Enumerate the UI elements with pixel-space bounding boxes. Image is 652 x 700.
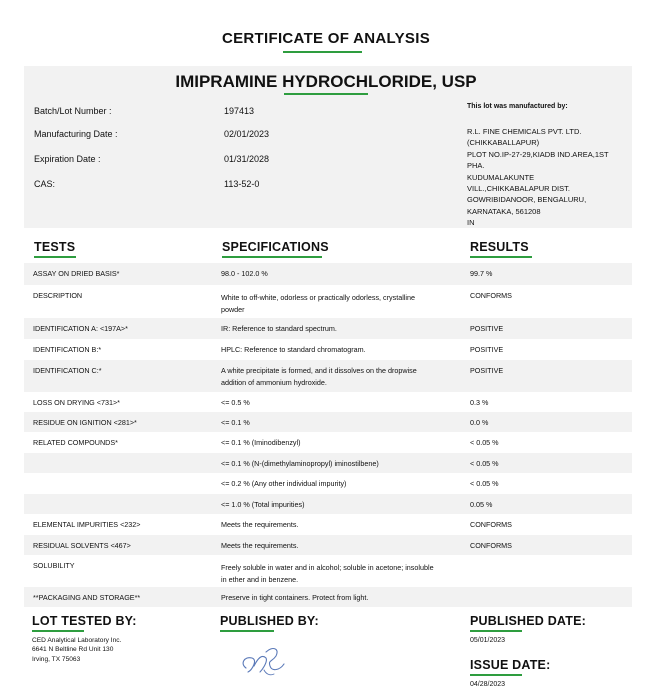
issue-date-value: 04/28/2023: [470, 681, 506, 688]
issue-date-heading: ISSUE DATE:: [470, 658, 551, 672]
test-specification: <= 0.5 %: [221, 398, 250, 407]
test-result: 0.3 %: [470, 398, 489, 407]
table-row: [24, 318, 632, 339]
title-underline: [283, 51, 362, 53]
published-by-underline: [220, 630, 274, 632]
test-result: POSITIVE: [470, 324, 504, 333]
test-name: DESCRIPTION: [33, 291, 83, 300]
manufacturer-heading: This lot was manufactured by:: [467, 103, 568, 110]
test-result: CONFORMS: [470, 291, 512, 300]
manufacturing-date-label: Manufacturing Date :: [34, 129, 118, 139]
published-date-value: 05/01/2023: [470, 637, 506, 644]
test-name: IDENTIFICATION B:*: [33, 345, 102, 354]
manufacturer-line: VILL.,CHIKKABALAPUR DIST.: [467, 184, 570, 194]
lot-tested-by-heading: LOT TESTED BY:: [32, 614, 137, 628]
test-name: **PACKAGING AND STORAGE**: [33, 593, 141, 602]
product-name: IMIPRAMINE HYDROCHLORIDE, USP: [175, 72, 477, 91]
specifications-column-header: SPECIFICATIONS: [222, 240, 329, 254]
lab-line: Irving, TX 75063: [32, 655, 81, 663]
test-result: 99.7 %: [470, 269, 493, 278]
test-name: IDENTIFICATION C:*: [33, 366, 102, 375]
test-result: POSITIVE: [470, 366, 504, 375]
test-result: < 0.05 %: [470, 438, 499, 447]
specifications-header-underline: [222, 256, 322, 258]
issue-date-underline: [470, 674, 522, 676]
test-result: 0.05 %: [470, 500, 493, 509]
table-row: [24, 339, 632, 360]
manufacturer-line: IN: [467, 218, 475, 228]
test-name: ELEMENTAL IMPURITIES <232>: [33, 520, 141, 529]
published-date-heading: PUBLISHED DATE:: [470, 614, 586, 628]
test-name: SOLUBILITY: [33, 561, 75, 570]
manufacturer-line: R.L. FINE CHEMICALS PVT. LTD.: [467, 127, 582, 136]
manufacturing-date-value: 02/01/2023: [224, 129, 270, 139]
table-row: [24, 514, 632, 535]
test-specification: HPLC: Reference to standard chromatogram.: [221, 345, 366, 354]
batch-lot-value: 197413: [224, 106, 255, 116]
test-result: POSITIVE: [470, 345, 504, 354]
tests-header-underline: [34, 256, 76, 258]
tests-column-header: TESTS: [34, 240, 76, 254]
batch-lot-label: Batch/Lot Number :: [34, 106, 112, 116]
test-specification: Preserve in tight containers. Protect from light.: [221, 593, 369, 602]
table-row: [24, 263, 632, 285]
lab-address: [32, 636, 121, 664]
test-result: 0.0 %: [470, 418, 489, 427]
cas-label: CAS:: [34, 179, 56, 189]
lot-tested-underline: [32, 630, 84, 632]
manufacturer-address: [467, 126, 632, 229]
test-result: < 0.05 %: [470, 479, 499, 488]
table-row: [24, 587, 632, 607]
table-row: [24, 392, 632, 412]
test-specification: White to off-white, odorless or practically odorless, crystalline powder: [221, 293, 416, 314]
table-row: [24, 535, 632, 555]
manufacturer-line: PLOT NO.IP-27-29,KIADB IND.AREA,1ST: [467, 149, 609, 159]
test-specification: <= 0.2 % (Any other individual impurity): [221, 479, 347, 488]
published-by-heading: PUBLISHED BY:: [220, 614, 319, 628]
test-name: RELATED COMPOUNDS*: [33, 438, 118, 447]
test-specification: <= 0.1 % (Iminodibenzyl): [221, 438, 301, 447]
table-row: [24, 360, 632, 392]
lab-line: 6641 N Beltline Rd Unit 130: [32, 646, 114, 654]
test-specification: Meets the requirements.: [221, 520, 299, 529]
test-name: RESIDUE ON IGNITION <281>*: [33, 418, 137, 427]
manufacturer-line: KUDUMALAKUNTE: [467, 172, 535, 182]
test-specification: <= 0.1 % (N-(dimethylaminopropyl) iminostilbene): [221, 459, 379, 468]
certificate-title: CERTIFICATE OF ANALYSIS: [221, 30, 431, 47]
table-row: [24, 453, 632, 473]
test-name: LOSS ON DRYING <731>*: [33, 398, 120, 407]
cas-value: 113-52-0: [224, 179, 260, 189]
table-row: [24, 555, 632, 587]
test-result: < 0.05 %: [470, 459, 499, 468]
expiration-date-value: 01/31/2028: [224, 154, 270, 164]
test-name: RESIDUAL SOLVENTS <467>: [33, 541, 131, 550]
table-row: [24, 494, 632, 514]
test-specification: 98.0 - 102.0 %: [221, 269, 268, 278]
test-specification: A white precipitate is formed, and it dissolves on the dropwise addition of ammonium hydroxide.: [221, 366, 417, 387]
expiration-date-label: Expiration Date :: [34, 154, 101, 164]
manufacturer-line: PHA.: [467, 161, 485, 171]
product-underline: [284, 93, 368, 95]
published-date-underline: [470, 630, 522, 632]
table-row: [24, 285, 632, 318]
lab-line: CED Analytical Laboratory Inc.: [32, 637, 122, 644]
table-row: [24, 473, 632, 494]
test-name: ASSAY ON DRIED BASIS*: [33, 269, 120, 278]
test-result: CONFORMS: [470, 520, 512, 529]
table-row: [24, 412, 632, 432]
test-specification: IR: Reference to standard spectrum.: [221, 324, 337, 333]
test-specification: <= 0.1 %: [221, 418, 250, 427]
manufacturer-line: GOWRIBIDANOOR, BENGALURU,: [467, 195, 587, 205]
test-result: CONFORMS: [470, 541, 512, 550]
test-specification: <= 1.0 % (Total impurities): [221, 500, 305, 509]
signature-image: [236, 640, 296, 680]
test-specification: Freely soluble in water and in alcohol; soluble in acetone; insoluble in ether and in benzene.: [221, 563, 434, 584]
test-name: IDENTIFICATION A: <197A>*: [33, 324, 128, 333]
manufacturer-line: (CHIKKABALLAPUR): [467, 138, 540, 148]
results-header-underline: [470, 256, 532, 258]
table-row: [24, 432, 632, 453]
manufacturer-line: KARNATAKA, 561208: [467, 206, 541, 216]
test-specification: Meets the requirements.: [221, 541, 299, 550]
results-column-header: RESULTS: [470, 240, 529, 254]
